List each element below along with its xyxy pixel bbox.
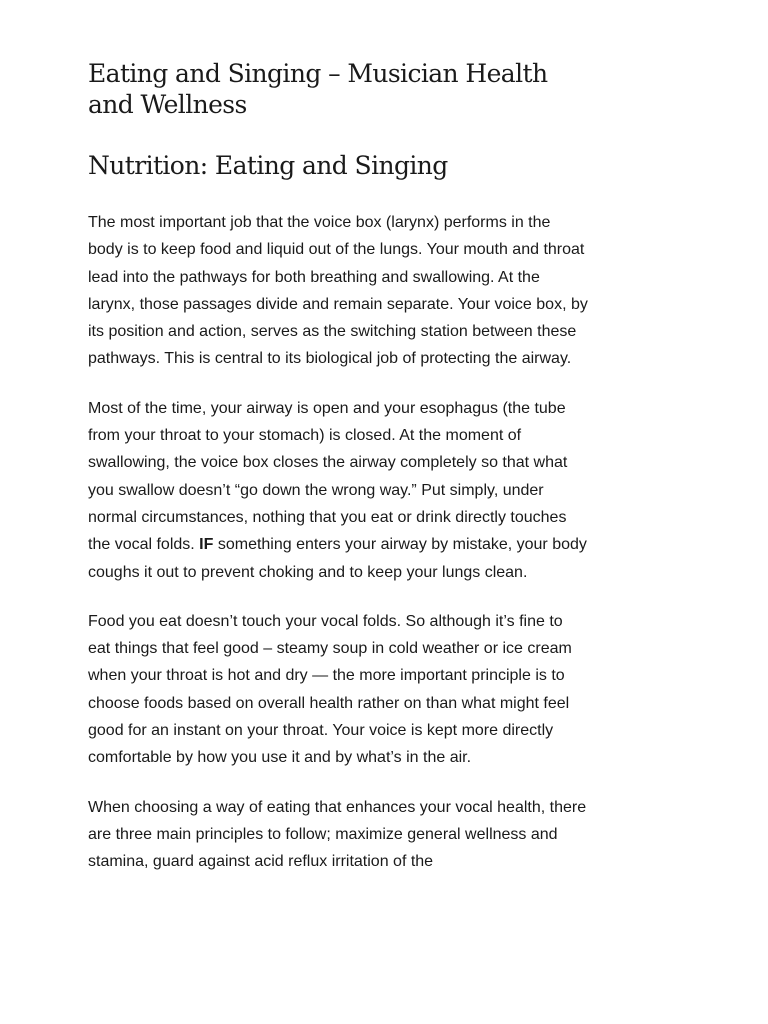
- paragraph-larynx-role: The most important job that the voice box (larynx) performs in the body is to keep food and liquid out of the lungs. Your mouth and throat lead into the pathways for both breathing and swallowing. At the larynx, those passages divide and remain separate. Your voice box, by its position and action, serves as the switching station between these pathways. This is central to its biological job of protecting the airway.: [88, 214, 588, 368]
- paragraph-swallowing-text: Most of the time, your airway is open and your esophagus (the tube from your throat to your stomach) is closed. At the moment of swallowing, the voice box closes the airway completely so that what you swallow doesn’t “go down the wrong way.” Put simply, under normal circumstances, nothing that you eat or drink directly touches the vocal folds.: [88, 399, 568, 554]
- paragraph-food-vocal-folds: Food you eat doesn’t touch your vocal folds. So although it’s fine to eat things that feel good – steamy soup in cold weather or ice cream when your throat is hot and dry — the more important principle is to choose foods based on overall health rather on than what might feel good for an instant on your throat. Your voice is kept more directly comfortable by how you use it and by what’s in the air.: [88, 612, 572, 767]
- paragraph-three-principles: When choosing a way of eating that enhances your vocal health, there are three main principles to follow; maximize general wellness and stamina, guard against acid reflux irritation of the: [88, 798, 587, 871]
- document-title: Eating and Singing – Musician Health and Wellness: [88, 59, 548, 119]
- section-heading: Nutrition: Eating and Singing: [88, 151, 448, 180]
- emphasis-if: IF: [199, 536, 214, 554]
- paragraph-swallowing-continued: something enters your airway by mistake, your body coughs it out to prevent choking and to keep your lungs clean.: [88, 536, 587, 581]
- document-page: [88, 58, 588, 876]
- paragraph-swallowing: [88, 395, 588, 586]
